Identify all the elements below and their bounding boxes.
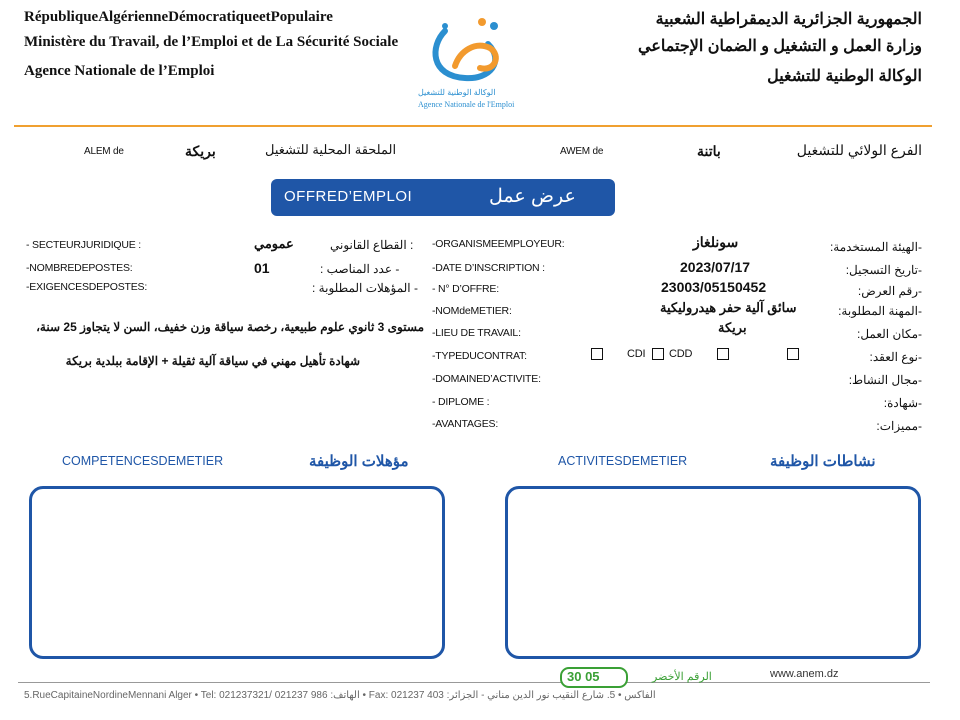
activities-title-fr: ACTIVITESDEMETIER: [558, 454, 688, 468]
contract-cdi-label: CDI: [627, 348, 646, 360]
competences-title-ar: مؤهلات الوظيفة: [309, 453, 409, 470]
offer-number-value: 23003/05150452: [661, 279, 767, 295]
activities-title-ar: نشاطات الوظيفة: [770, 453, 876, 470]
domain-ar-label: -مجال النشاط:: [848, 373, 922, 387]
alem-label: ALEM de: [84, 146, 124, 157]
competences-title-fr: COMPETENCESDEMETIER: [62, 454, 224, 468]
job-value: سائق آلية حفر هيدروليكية: [660, 300, 797, 315]
sector-label: - SECTEURJURIDIQUE :: [26, 239, 142, 251]
sector-value: عمومي: [254, 236, 294, 251]
posts-ar-label: - عدد المناصب :: [320, 262, 400, 276]
footer-divider: [18, 682, 930, 683]
requirements-label: -EXIGENCESDEPOSTES:: [26, 281, 148, 293]
requirements-ar-label: - المؤهلات المطلوبة :: [312, 281, 418, 295]
domain-label: -DOMAINED’ACTIVITE:: [432, 373, 541, 385]
website[interactable]: www.anem.dz: [770, 668, 839, 680]
header-fr-ministry: Ministère du Travail, de l’Emploi et de La Sécurité Sociale: [24, 34, 399, 50]
header-ar-ministry: وزارة العمل و التشغيل و الضمان الإجتماعي: [638, 38, 922, 55]
employer-value: سونلغاز: [693, 234, 739, 250]
offer-number-label: - N° D’OFFRE:: [432, 283, 499, 295]
contract-checkbox-cdd[interactable]: [717, 348, 729, 360]
awem-label: AWEM de: [560, 146, 604, 157]
competences-box[interactable]: [29, 486, 445, 659]
logo-caption-ar: الوكالة الوطنية للتشغيل: [418, 88, 496, 97]
alem-value: بريكة: [185, 143, 216, 159]
contract-checkbox-other[interactable]: [787, 348, 799, 360]
date-ar-label: -تاريخ التسجيل:: [845, 263, 922, 277]
anem-logo: [410, 6, 535, 114]
posts-value: 01: [254, 260, 270, 276]
sector-ar-label: : القطاع القانوني: [330, 238, 414, 252]
workplace-label: -LIEU DE TRAVAIL:: [432, 327, 521, 339]
green-number-badge: [560, 667, 628, 688]
contract-ar-label: -نوع العقد:: [869, 350, 922, 364]
header-ar-agency: الوكالة الوطنية للتشغيل: [767, 68, 922, 85]
activities-box[interactable]: [505, 486, 921, 659]
anem-logo-icon: [410, 6, 535, 88]
footer-address: 5.RueCapitaineNordineMennani Alger • Tel: 021237321/ 021237 986 :الهاتف • Fax: 021237 403 :الفاكس • 5. شارع النقيب نور الدين مناني - الجزائر: [24, 690, 656, 701]
benefits-label: -AVANTAGES:: [432, 418, 499, 430]
diploma-ar-label: -شهادة:: [883, 396, 922, 410]
requirements-text-1: مستوى 3 ثانوي علوم طبيعية، رخصة سياقة وزن خفيف، السن لا يتجاوز 25 سنة،: [36, 320, 424, 334]
offer-banner: [271, 179, 615, 216]
posts-label: -NOMBREDEPOSTES:: [26, 262, 133, 274]
header-fr-republic: RépubliqueAlgérienneDémocratiqueetPopulaire: [24, 9, 333, 25]
contract-label: -TYPEDUCONTRAT:: [432, 350, 527, 362]
header-fr-agency: Agence Nationale de l’Emploi: [24, 63, 215, 79]
contract-checkbox-cdi[interactable]: [652, 348, 664, 360]
green-number-label: الرقم الأخضر: [652, 671, 712, 683]
job-label: -NOMdeMETIER:: [432, 305, 512, 317]
date-label: -DATE D’INSCRIPTION :: [432, 262, 545, 274]
logo-caption-fr: Agence Nationale de l'Emploi: [418, 100, 515, 109]
workplace-value: بريكة: [718, 320, 747, 335]
banner-title-fr: OFFRED’EMPLOI: [284, 188, 413, 205]
header-ar-republic: الجمهورية الجزائرية الديمقراطية الشعبية: [655, 11, 922, 28]
employer-ar-label: -الهيئة المستخدمة:: [829, 240, 922, 254]
job-ar-label: -المهنة المطلوبة:: [838, 304, 922, 318]
awem-ar-label: الفرع الولائي للتشغيل: [796, 142, 922, 158]
awem-value: باتنة: [697, 143, 721, 159]
green-number: 30 05: [567, 669, 600, 684]
contract-checkbox-1[interactable]: [591, 348, 603, 360]
contract-cdd-label: CDD: [669, 348, 693, 360]
date-value: 2023/07/17: [680, 259, 751, 275]
banner-title-ar: عرض عمل: [489, 186, 576, 207]
alem-ar-label: الملحقة المحلية للتشغيل: [265, 142, 397, 157]
workplace-ar-label: -مكان العمل:: [857, 327, 922, 341]
benefits-ar-label: -مميزات:: [876, 419, 922, 433]
employer-label: -ORGANISMEEMPLOYEUR:: [432, 238, 565, 250]
requirements-text-2: شهادة تأهيل مهني في سياقة آلية ثقيلة + الإقامة ببلدية بريكة: [65, 354, 360, 368]
diploma-label: - DIPLOME :: [432, 396, 490, 408]
header-divider: [14, 125, 932, 127]
offer-number-ar-label: -رقم العرض:: [857, 284, 922, 298]
